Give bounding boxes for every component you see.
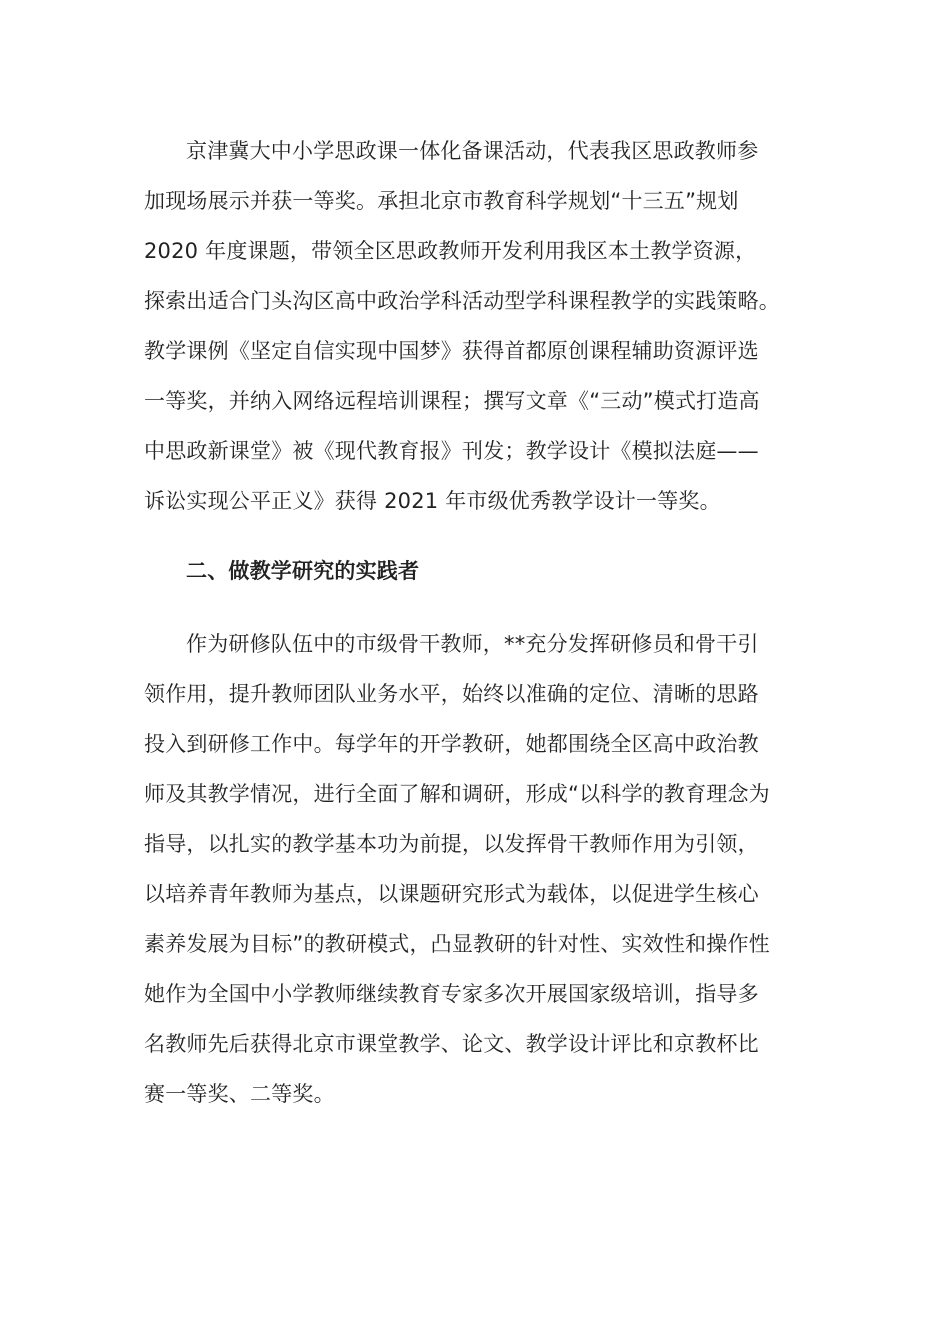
paragraph2-line-1: 作为研修队伍中的市级骨干教师，**充分发挥研修员和骨干引 bbox=[186, 632, 759, 656]
paragraph1-line-5: 教学课例《坚定自信实现中国梦》获得首都原创课程辅助资源评选 bbox=[144, 339, 759, 363]
paragraph1-line-4: 探索出适合门头沟区高中政治学科活动型学科课程教学的实践策略。 bbox=[144, 289, 780, 313]
paragraph2-line-9: 名教师先后获得北京市课堂教学、论文、教学设计评比和京教杯比 bbox=[144, 1032, 759, 1056]
paragraph2-line-3: 投入到研修工作中。每学年的开学教研，她都围绕全区高中政治教 bbox=[144, 732, 759, 756]
paragraph2-line-10: 赛一等奖、二等奖。 bbox=[144, 1082, 335, 1106]
paragraph1-line-7: 中思政新课堂》被《现代教育报》刊发；教学设计《模拟法庭—— bbox=[144, 439, 759, 463]
paragraph2-line-7: 素养发展为目标”的教研模式，凸显教研的针对性、实效性和操作性 bbox=[144, 932, 770, 956]
paragraph2-line-2: 领作用，提升教师团队业务水平，始终以准确的定位、清晰的思路 bbox=[144, 682, 759, 706]
paragraph2-line-4: 师及其教学情况，进行全面了解和调研，形成“以科学的教育理念为 bbox=[144, 782, 770, 806]
paragraph1-line-6: 一等奖，并纳入网络远程培训课程；撰写文章《“三动”模式打造高 bbox=[144, 389, 760, 413]
paragraph1-line-1: 京津冀大中小学思政课一体化备课活动，代表我区思政教师参 bbox=[186, 139, 759, 163]
paragraph1-line-2: 加现场展示并获一等奖。承担北京市教育科学规划“十三五”规划 bbox=[144, 189, 739, 213]
section-heading: 二、做教学研究的实践者 bbox=[186, 559, 420, 583]
paragraph1-line-3: 2020 年度课题，带领全区思政教师开发利用我区本土教学资源， bbox=[144, 239, 757, 263]
paragraph2-line-6: 以培养青年教师为基点，以课题研究形式为载体，以促进学生核心 bbox=[144, 882, 759, 906]
paragraph2-line-5: 指导，以扎实的教学基本功为前提，以发挥骨干教师作用为引领， bbox=[144, 832, 759, 856]
paragraph1-line-8: 诉讼实现公平正义》获得 2021 年市级优秀教学设计一等奖。 bbox=[144, 489, 721, 513]
paragraph2-line-8: 她作为全国中小学教师继续教育专家多次开展国家级培训，指导多 bbox=[144, 982, 759, 1006]
